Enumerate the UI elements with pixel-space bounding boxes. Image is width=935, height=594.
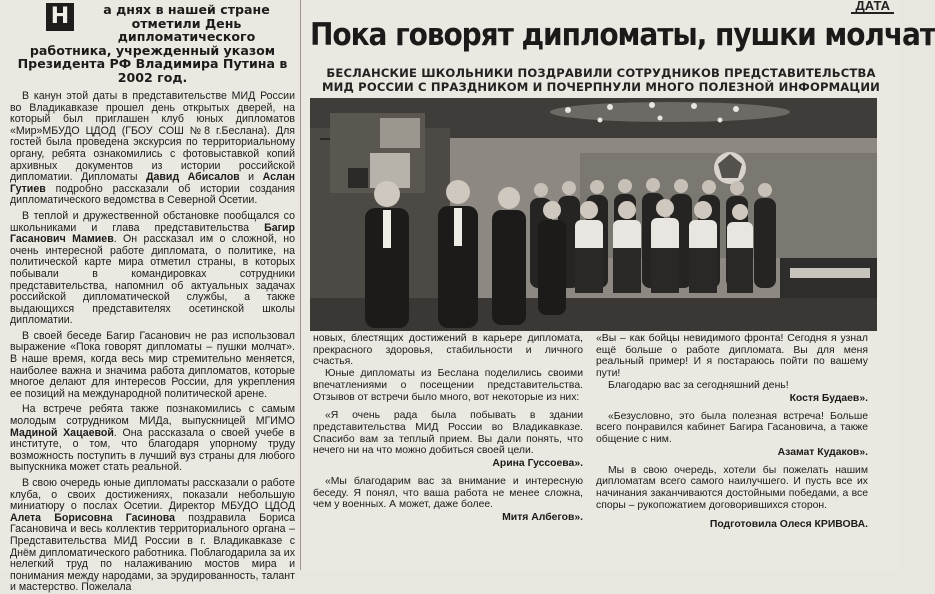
quote-kostya-thanks: Благодарю вас за сегодняшний день! — [608, 379, 789, 391]
text-run: и — [239, 171, 263, 184]
left-column — [10, 2, 296, 594]
text-run: В своей беседе Багир Гасанович не раз использовал выражение «Пока говорят дипломаты – пушки молчат». В наше время, когда весь мир стремительно меняется, наиболее важна и значима работа дипломатов, которые многое делают для интересов России, для укрепления ее позиций на международной политической арене. — [10, 329, 295, 400]
left-paragraph — [10, 211, 295, 327]
left-body-text — [10, 91, 295, 594]
person-name: Алета Борисовна Гасинова — [10, 511, 176, 524]
text-run: поздравила Бориса Гасановича и весь коллектив территориального органа – Представительства МИД России в г. Владикавказе с Днём дипломатического работника. Поблагодарила за их нелегкий труд по налаживанию мостов мира и понимания между народами, за эрудированность, талант и мастерство. Пожелала — [10, 511, 295, 594]
closing-paragraph: Мы в свою очередь, хотели бы пожелать нашим дипломатам всего самого наилучшего. И пусть все их начинания заканчиваются достойными победами, а все споры – рукопожатием договорившихся сторон. — [596, 464, 868, 511]
text-run: . Она рассказала о своей учебе в институте, о том, что благодаря упорному труду возможность поступить в лучший вуз страны для любого выпускника может стать реальной. — [10, 426, 295, 474]
left-paragraph — [10, 478, 295, 594]
person-name: Багир Гасанович Мамиев — [10, 221, 295, 246]
left-paragraph — [10, 91, 295, 207]
col2-intro: новых, блестящих достижений в карьере дипломата, прекрасного здоровья, стабильности и личного счастья. — [313, 333, 583, 368]
quote-kostya: «Вы – как бойцы невидимого фронта! Сегодня я узнал ещё больше о работе дипломата. Вы для меня реальный пример! И я постараюсь пойти по вашему пути! — [596, 333, 868, 380]
left-paragraph — [10, 331, 295, 401]
drop-cap: Н — [46, 3, 74, 31]
text-run: В свою очередь юные дипломаты рассказали о работе клуба, о своих достижениях, показали небольшую миниатюру о послах Осетии. Директор МБУДО ЦДОД — [10, 477, 295, 513]
quote-mitya: «Мы благодарим вас за внимание и интересную беседу. Я понял, что ваша работа не менее сложна, чем у военных. А может, даже более. — [313, 476, 583, 511]
person-name: Аслан Гутиев — [10, 171, 296, 195]
text-run: На встрече ребята также познакомились с самым молодым сотрудником МИДа, выпускницей МГИМО — [10, 403, 295, 428]
group-photo — [310, 98, 877, 331]
byline: Подготовила Олеся КРИВОВА. — [709, 519, 868, 531]
lead-paragraph — [10, 3, 295, 84]
text-run: . Он рассказал им о сложной, но очень интересной работе дипломата, о политике, на политической карте мира отметил страны, в которых побывали в командировках сотрудники представительства, напомнил об актуальных задачах российской дипломатической службы, а также выдающихся представителях осетинской школы дипломатии. — [10, 233, 295, 327]
left-paragraph — [10, 404, 295, 474]
signature-mitya: Митя Албегов». — [502, 512, 583, 524]
quote-arina: «Я очень рада была побывать в здании представительства МИД России во Владикавказе. Спасибо вам за теплый прием. Вы дали понять, что нечего ни на что можно добиться своей цели. — [313, 410, 583, 457]
text-run: В канун этой даты в представительстве МИД России во Владикавказе прошел день открытых дверей, на который был приглашен клуб юных дипломатов «Мир»МБУДО ЦДОД (ГБОУ СОШ №8 г.Беслана). Для гостей была проведена экскурсия по территориальному органу, ребята ознакомились с фотовыставкой копий архивных документов из истории российской дипломатии. Дипломаты — [10, 90, 295, 184]
article-headline: Пока говорят дипломаты, пушки молчат — [310, 17, 935, 53]
signature-azamat: Азамат Кудаков». — [777, 446, 868, 458]
person-name: Давид Абисалов — [145, 171, 240, 184]
lead-text: а днях в нашей стране отметили День дипломатического работника, учрежденный указом Президента РФ Владимира Путина в 2002 год. — [17, 2, 288, 85]
section-rubric: ДАТА — [851, 0, 894, 14]
group-photo-illustration — [310, 98, 877, 331]
text-run: В теплой и дружественной обстановке пообщался со школьниками и глава представительства — [10, 209, 295, 234]
text-run: подробно рассказали об истории создания дипломатического ведомства в Северной Осетии. — [10, 182, 295, 207]
column-divider — [300, 0, 301, 570]
article-column-2 — [313, 333, 583, 568]
person-name: Мадиной Хацаевой — [10, 426, 114, 439]
signature-kostya: Костя Будаев». — [789, 392, 868, 404]
article-subheadline: БЕСЛАНСКИЕ ШКОЛЬНИКИ ПОЗДРАВИЛИ СОТРУДНИКОВ ПРЕДСТАВИТЕЛЬСТВА МИД РОССИИ С ПРАЗДНИКОМ И ПОЧЕРПНУЛИ МНОГО ПОЛЕЗНОЙ ИНФОРМАЦИИ — [321, 66, 881, 94]
signature-arina: Арина Гуссоева». — [492, 458, 583, 470]
article-column-3 — [596, 333, 868, 568]
col2-paragraph: Юные дипломаты из Беслана поделились своими впечатлениями о посещении представительства. Отзывов от встречи было много, вот некоторые из них: — [313, 368, 583, 403]
quote-azamat: «Безусловно, это была полезная встреча! Больше всего понравился кабинет Багира Гасановича, а также общение с ним. — [596, 410, 868, 445]
